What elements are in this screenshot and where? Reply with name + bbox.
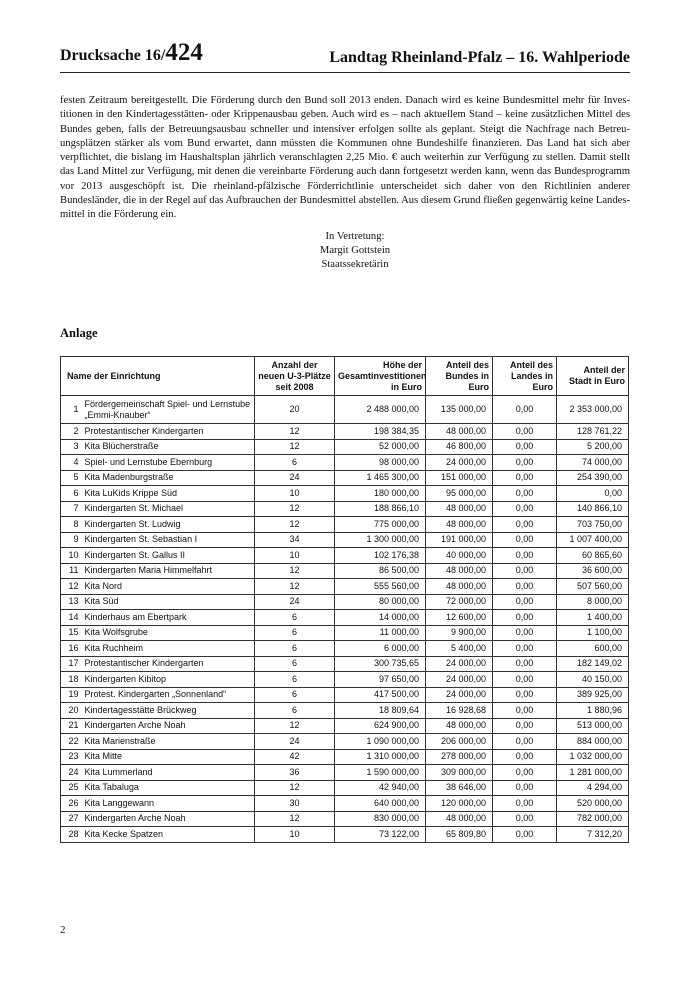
total-investment: 198 384,35 [335,424,426,440]
federal-share: 48 000,00 [426,563,493,579]
header-bund: Anteil des Bundes in Euro [426,357,493,396]
institution-name: Kindergarten St. Ludwig [81,517,255,533]
row-number: 9 [61,532,81,548]
total-investment: 97 650,00 [335,672,426,688]
federal-share: 24 000,00 [426,672,493,688]
federal-share: 48 000,00 [426,718,493,734]
institution-name: Kindergarten St. Gallus II [81,548,255,564]
intro-paragraph: festen Zeitraum bereitgestellt. Die Förderung durch den Bund soll 2013 enden. Danach wird es keine Bundesmittel mehr für Investitionen in den Kindertagesstätten- oder Krippenausbau geben. Auch wird es – nach aktuellem Stand – keine zusätzlichen Mittel des Bundes geben, falls der Betreuungsausbau schneller und intensiver erfolgen sollte als geplant. Steigt die Nachfrage nach Betreuungsplätzen stärker als vom Bund erwartet, dann müssten die Kommunen ohne Bundeshilfe finanzieren. Das Land hat sich aber verpflichtet, die bislang im Haushaltsplan jährlich veranschlagten 2,25 Mio. € auch weiterhin zur Verfügung zu stellen. Damit stellt das Land Mittel zur Verfügung, mit denen die vereinbarte Förderung auch dann fortgesetzt werden kann, wenn das Bundesprogramm vor 2013 ausgeschöpft ist. Die rheinland-pfälzische Förderrichtlinie unterscheidet sich daher von den Richtlinien anderer Bundesländer, die in der Regel auf das Aufbrauchen der Bundesmittel abstellen. Aus diesem Grund fließen gegenwärtig keine Landesmittel in die Förderung ein. [60,95,630,221]
state-share: 0,00 [493,532,557,548]
table-row [61,641,629,657]
state-share: 0,00 [493,672,557,688]
row-number: 15 [61,625,81,641]
city-share: 1 007 400,00 [557,532,629,548]
table-row [61,396,629,424]
state-share: 0,00 [493,780,557,796]
total-investment: 73 122,00 [335,827,426,843]
federal-share: 9 900,00 [426,625,493,641]
institution-name: Kita Süd [81,594,255,610]
state-share: 0,00 [493,610,557,626]
city-share: 7 312,20 [557,827,629,843]
institution-name: Kindergarten Maria Himmelfahrt [81,563,255,579]
new-places: 24 [255,470,335,486]
document-number-value: 424 [165,39,203,66]
new-places: 24 [255,594,335,610]
table-row [61,672,629,688]
new-places: 12 [255,811,335,827]
row-number: 22 [61,734,81,750]
table-row [61,703,629,719]
page-number: 2 [60,924,66,936]
federal-share: 16 928,68 [426,703,493,719]
page-header [60,39,630,73]
federal-share: 120 000,00 [426,796,493,812]
table-row [61,501,629,517]
header-investment: Höhe der Gesamtinvestitionen in Euro [335,357,426,396]
row-number: 10 [61,548,81,564]
city-share: 389 925,00 [557,687,629,703]
federal-share: 48 000,00 [426,501,493,517]
new-places: 42 [255,749,335,765]
total-investment: 42 940,00 [335,780,426,796]
state-share: 0,00 [493,796,557,812]
new-places: 12 [255,439,335,455]
total-investment: 6 000,00 [335,641,426,657]
table-row [61,455,629,471]
institution-name: Protest. Kindergarten „Sonnenland“ [81,687,255,703]
table-row [61,780,629,796]
state-share: 0,00 [493,501,557,517]
city-share: 8 000,00 [557,594,629,610]
institution-name: Kindergarten Kibitop [81,672,255,688]
institution-name: Kita Langgewann [81,796,255,812]
institution-name: Kindertagesstätte Brückweg [81,703,255,719]
institution-name: Kita LuKids Krippe Süd [81,486,255,502]
table-row [61,470,629,486]
row-number: 26 [61,796,81,812]
federal-share: 206 000,00 [426,734,493,750]
new-places: 12 [255,424,335,440]
institution-name: Kita Mitte [81,749,255,765]
institution-name: Spiel- und Lernstube Ebernburg [81,455,255,471]
header-land: Anteil des Landes in Euro [493,357,557,396]
city-share: 1 281 000,00 [557,765,629,781]
row-number: 16 [61,641,81,657]
federal-share: 40 000,00 [426,548,493,564]
federal-share: 65 809,80 [426,827,493,843]
total-investment: 640 000,00 [335,796,426,812]
state-share: 0,00 [493,594,557,610]
federal-share: 135 000,00 [426,396,493,424]
table-row [61,548,629,564]
table-row [61,796,629,812]
table-row [61,532,629,548]
signature-block [220,230,490,272]
city-share: 2 353 000,00 [557,396,629,424]
city-share: 1 400,00 [557,610,629,626]
institution-name: Kindergarten St. Michael [81,501,255,517]
total-investment: 300 735,65 [335,656,426,672]
institution-name: Kita Blücherstraße [81,439,255,455]
table-row [61,687,629,703]
state-share: 0,00 [493,827,557,843]
signature-title: Staatssekretärin [321,259,389,270]
new-places: 10 [255,548,335,564]
city-share: 520 000,00 [557,796,629,812]
federal-share: 309 000,00 [426,765,493,781]
state-share: 0,00 [493,396,557,424]
state-share: 0,00 [493,424,557,440]
federal-share: 48 000,00 [426,811,493,827]
signature-name: Margit Gottstein [319,245,391,256]
table-row [61,517,629,533]
header-stadt: Anteil der Stadt in Euro [557,357,629,396]
document-number-prefix: Drucksache 16/ [60,47,166,64]
city-share: 1 100,00 [557,625,629,641]
city-share: 40 150,00 [557,672,629,688]
table-row [61,811,629,827]
funding-table [60,356,629,843]
row-number: 11 [61,563,81,579]
row-number: 7 [61,501,81,517]
row-number: 25 [61,780,81,796]
city-share: 254 390,00 [557,470,629,486]
total-investment: 775 000,00 [335,517,426,533]
new-places: 6 [255,656,335,672]
total-investment: 830 000,00 [335,811,426,827]
institution-name: Kindergarten Arche Noah [81,811,255,827]
table-row [61,594,629,610]
city-share: 1 880,96 [557,703,629,719]
institution-name: Kita Madenburgstraße [81,470,255,486]
state-share: 0,00 [493,579,557,595]
total-investment: 2 488 000,00 [335,396,426,424]
institution-name: Kita Nord [81,579,255,595]
federal-share: 278 000,00 [426,749,493,765]
new-places: 12 [255,780,335,796]
row-number: 1 [61,396,81,424]
city-share: 507 560,00 [557,579,629,595]
document-number [60,39,203,67]
table-row [61,718,629,734]
parliament-title: Landtag Rheinland-Pfalz – 16. Wahlperiode [329,49,630,66]
new-places: 6 [255,641,335,657]
total-investment: 1 090 000,00 [335,734,426,750]
institution-name: Protestantischer Kindergarten [81,424,255,440]
institution-name: Kita Ruchheim [81,641,255,657]
table-header-row [61,357,629,396]
state-share: 0,00 [493,548,557,564]
header-name: Name der Einrichtung [61,357,255,396]
federal-share: 151 000,00 [426,470,493,486]
federal-share: 38 646,00 [426,780,493,796]
state-share: 0,00 [493,811,557,827]
total-investment: 11 000,00 [335,625,426,641]
city-share: 60 865,60 [557,548,629,564]
total-investment: 18 809,64 [335,703,426,719]
total-investment: 1 310 000,00 [335,749,426,765]
total-investment: 52 000,00 [335,439,426,455]
federal-share: 24 000,00 [426,656,493,672]
federal-share: 12 600,00 [426,610,493,626]
state-share: 0,00 [493,703,557,719]
city-share: 782 000,00 [557,811,629,827]
row-number: 12 [61,579,81,595]
new-places: 12 [255,501,335,517]
state-share: 0,00 [493,656,557,672]
row-number: 6 [61,486,81,502]
table-row [61,424,629,440]
city-share: 182 149,02 [557,656,629,672]
new-places: 6 [255,610,335,626]
table-row [61,563,629,579]
new-places: 12 [255,718,335,734]
state-share: 0,00 [493,455,557,471]
state-share: 0,00 [493,734,557,750]
row-number: 17 [61,656,81,672]
state-share: 0,00 [493,470,557,486]
total-investment: 180 000,00 [335,486,426,502]
total-investment: 14 000,00 [335,610,426,626]
total-investment: 1 300 000,00 [335,532,426,548]
new-places: 6 [255,625,335,641]
institution-name: Fördergemeinschaft Spiel- und Lernstube „Emmi-Knauber“ [81,396,255,424]
state-share: 0,00 [493,641,557,657]
total-investment: 1 465 300,00 [335,470,426,486]
row-number: 20 [61,703,81,719]
row-number: 5 [61,470,81,486]
state-share: 0,00 [493,563,557,579]
new-places: 10 [255,827,335,843]
table-row [61,765,629,781]
city-share: 0,00 [557,486,629,502]
new-places: 6 [255,455,335,471]
state-share: 0,00 [493,517,557,533]
header-plaetze: Anzahl der neuen U-3-Plätze seit 2008 [255,357,335,396]
row-number: 3 [61,439,81,455]
new-places: 6 [255,687,335,703]
institution-name: Kita Wolfsgrube [81,625,255,641]
federal-share: 72 000,00 [426,594,493,610]
state-share: 0,00 [493,687,557,703]
city-share: 4 294,00 [557,780,629,796]
new-places: 6 [255,672,335,688]
appendix-title: Anlage [60,326,98,340]
total-investment: 624 900,00 [335,718,426,734]
institution-name: Kita Tabaluga [81,780,255,796]
new-places: 24 [255,734,335,750]
total-investment: 1 590 000,00 [335,765,426,781]
row-number: 18 [61,672,81,688]
institution-name: Kindergarten Arche Noah [81,718,255,734]
table-row [61,579,629,595]
new-places: 30 [255,796,335,812]
total-investment: 555 560,00 [335,579,426,595]
table-row [61,827,629,843]
table-row [61,439,629,455]
table-row [61,734,629,750]
row-number: 14 [61,610,81,626]
federal-share: 24 000,00 [426,455,493,471]
row-number: 4 [61,455,81,471]
city-share: 884 000,00 [557,734,629,750]
federal-share: 46 800,00 [426,439,493,455]
federal-share: 48 000,00 [426,579,493,595]
total-investment: 188 866,10 [335,501,426,517]
institution-name: Kinderhaus am Ebertpark [81,610,255,626]
row-number: 24 [61,765,81,781]
state-share: 0,00 [493,765,557,781]
total-investment: 98 000,00 [335,455,426,471]
table-row [61,749,629,765]
city-share: 703 750,00 [557,517,629,533]
table-row [61,610,629,626]
total-investment: 86 500,00 [335,563,426,579]
row-number: 13 [61,594,81,610]
table-row [61,656,629,672]
institution-name: Kindergarten St. Sebastian I [81,532,255,548]
row-number: 19 [61,687,81,703]
new-places: 36 [255,765,335,781]
table-row [61,486,629,502]
state-share: 0,00 [493,625,557,641]
row-number: 23 [61,749,81,765]
institution-name: Kita Lummerland [81,765,255,781]
new-places: 12 [255,579,335,595]
row-number: 8 [61,517,81,533]
institution-name: Kita Kecke Spatzen [81,827,255,843]
federal-share: 48 000,00 [426,517,493,533]
city-share: 140 866,10 [557,501,629,517]
new-places: 10 [255,486,335,502]
city-share: 74 000,00 [557,455,629,471]
table-row [61,625,629,641]
state-share: 0,00 [493,439,557,455]
city-share: 1 032 000,00 [557,749,629,765]
state-share: 0,00 [493,749,557,765]
row-number: 28 [61,827,81,843]
federal-share: 191 000,00 [426,532,493,548]
total-investment: 102 176,38 [335,548,426,564]
new-places: 20 [255,396,335,424]
new-places: 12 [255,563,335,579]
row-number: 21 [61,718,81,734]
signature-line-1: In Vertretung: [325,231,385,242]
city-share: 5 200,00 [557,439,629,455]
total-investment: 80 000,00 [335,594,426,610]
federal-share: 48 000,00 [426,424,493,440]
row-number: 27 [61,811,81,827]
city-share: 600,00 [557,641,629,657]
total-investment: 417 500,00 [335,687,426,703]
federal-share: 95 000,00 [426,486,493,502]
federal-share: 5 400,00 [426,641,493,657]
institution-name: Protestantischer Kindergarten [81,656,255,672]
new-places: 12 [255,517,335,533]
row-number: 2 [61,424,81,440]
institution-name: Kita Marienstraße [81,734,255,750]
city-share: 36 600,00 [557,563,629,579]
city-share: 513 000,00 [557,718,629,734]
state-share: 0,00 [493,486,557,502]
city-share: 128 761,22 [557,424,629,440]
federal-share: 24 000,00 [426,687,493,703]
state-share: 0,00 [493,718,557,734]
new-places: 6 [255,703,335,719]
new-places: 34 [255,532,335,548]
